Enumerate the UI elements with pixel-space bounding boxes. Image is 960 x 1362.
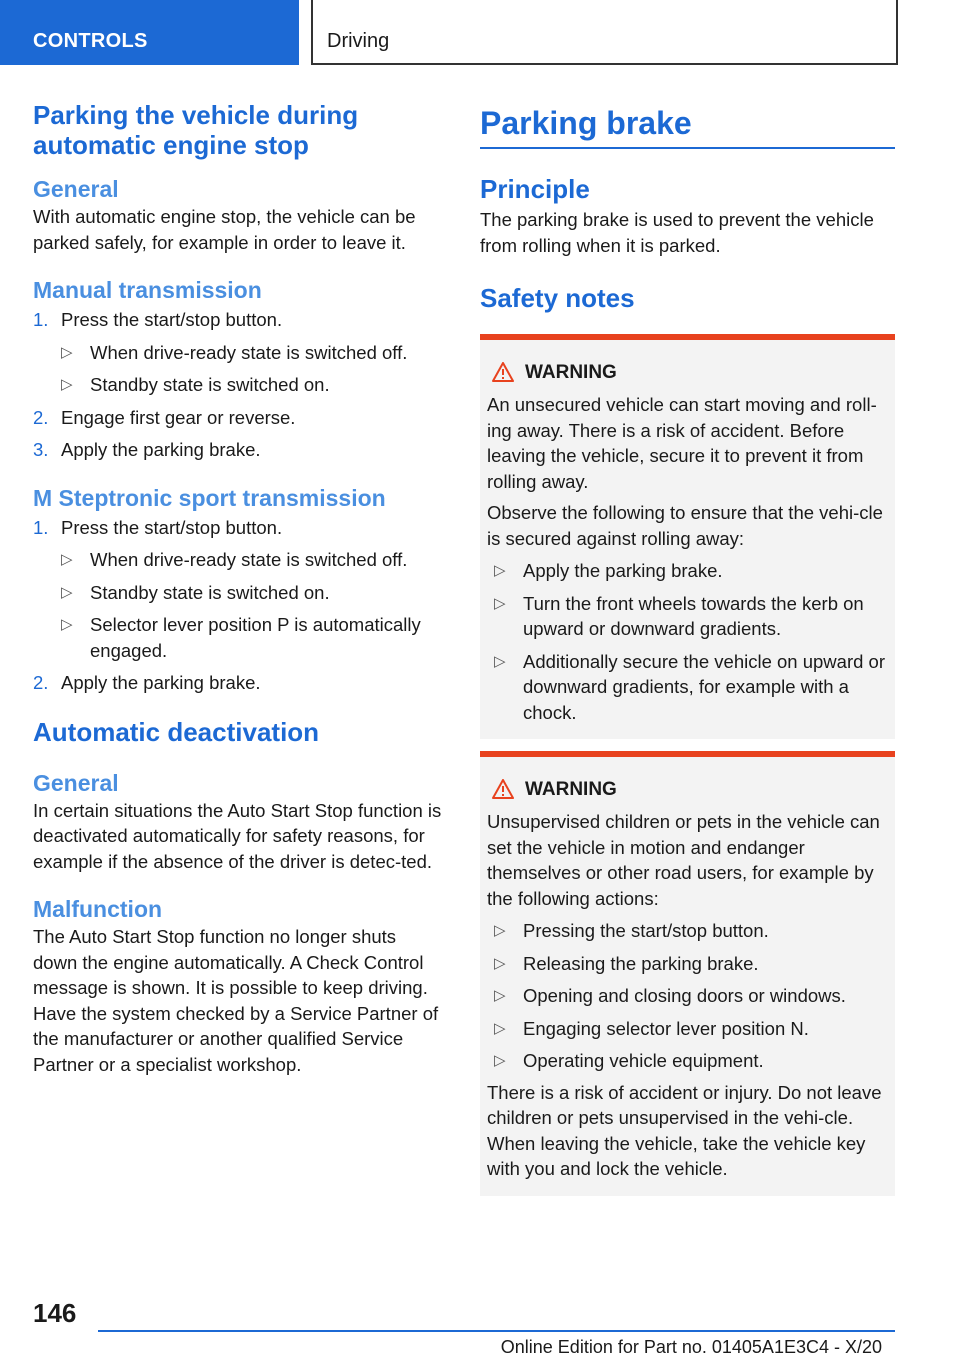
sub-list — [61, 547, 443, 663]
triangle-bullet-icon: ▷ — [494, 954, 506, 972]
page-number: 146 — [33, 1298, 77, 1328]
triangle-bullet-icon: ▷ — [494, 922, 506, 939]
triangle-bullet-icon: ▷ — [494, 1019, 506, 1037]
triangle-bullet-icon: ▷ — [61, 616, 73, 633]
auto-general-heading: General — [33, 769, 119, 796]
triangle-bullet-icon: ▷ — [494, 594, 506, 612]
warning-label: WARNING — [525, 779, 617, 800]
step-text: Press the start/stop button. — [61, 516, 283, 538]
parking-brake-title: Parking brake — [480, 105, 692, 141]
warning-title — [487, 777, 888, 803]
auto-deactivation-title: Automatic deactivation — [33, 716, 320, 747]
list-item — [33, 515, 443, 664]
list-item: ▷ Additionally secure the vehicle on upward or downward gradients, for example with a chock. — [494, 650, 885, 723]
title-rule — [480, 147, 895, 149]
general-text: With automatic engine stop, the vehicle can be parked safely, for example in order to leave it. — [33, 206, 416, 253]
warning-text: Unsupervised children or pets in the vehicle can set the vehicle in motion and endanger themselves or other road users, for example by the following actions: — [487, 811, 880, 909]
safety-notes-heading: Safety notes — [480, 283, 635, 313]
sub-list — [61, 340, 443, 398]
manual-heading: Manual transmission — [33, 277, 262, 303]
list-item: ▷ Releasing the parking brake. — [494, 951, 888, 977]
step-number: 2. — [33, 406, 49, 428]
warning-text: Observe the following to ensure that the vehi-cle is secured against rolling away: — [487, 502, 883, 549]
list-item: ▷ Apply the parking brake. — [494, 558, 888, 584]
warning-triangle-icon — [492, 779, 514, 799]
warning-box-unsecured — [480, 334, 895, 739]
chapter-tab — [311, 0, 898, 65]
section-tab — [0, 0, 299, 65]
step-number: 1. — [33, 516, 49, 538]
list-item: ▷ Standby state is switched on. — [61, 580, 443, 606]
list-item — [33, 405, 443, 431]
warning-box-children — [480, 751, 895, 1196]
list-item: ▷ Selector lever position P is automatically engaged. — [61, 614, 421, 661]
triangle-bullet-icon: ▷ — [494, 652, 506, 670]
list-item — [33, 670, 443, 696]
manual-steps — [33, 307, 443, 463]
list-item — [33, 307, 443, 398]
list-item: ▷ Standby state is switched on. — [61, 372, 443, 398]
step-number: 3. — [33, 439, 49, 460]
list-item: ▷ Opening and closing doors or windows. — [494, 983, 888, 1009]
list-item: ▷ Engaging selector lever position N. — [494, 1016, 888, 1042]
warning-list — [487, 558, 888, 725]
parking-during-stop-title: Parking the vehicle during automatic engine stop — [33, 100, 359, 160]
step-number: 2. — [33, 672, 49, 693]
warning-label: WARNING — [525, 362, 617, 383]
step-text: Engage first gear or reverse. — [61, 406, 296, 428]
warning-title — [487, 360, 888, 386]
footer-rule — [98, 1330, 895, 1332]
list-item — [33, 437, 443, 463]
triangle-bullet-icon: ▷ — [61, 583, 73, 601]
warning-triangle-icon — [492, 362, 514, 382]
right-column — [480, 100, 895, 1196]
steptronic-heading: M Steptronic sport transmission — [33, 484, 386, 511]
list-item: ▷ When drive-ready state is switched off. — [61, 547, 443, 573]
step-text: Apply the parking brake. — [61, 439, 261, 460]
section-label: CONTROLS — [33, 30, 148, 52]
warning-text: An unsecured vehicle can start moving and roll-ing away. There is a risk of accident. Before leaving the vehicle, secure it to prevent it from rolling away. — [487, 394, 877, 492]
triangle-bullet-icon: ▷ — [494, 1052, 506, 1069]
triangle-bullet-icon: ▷ — [494, 562, 506, 579]
list-item: ▷ Turn the front wheels towards the kerb on upward or downward gradients. — [494, 592, 864, 639]
list-item: ▷ When drive-ready state is switched off. — [61, 340, 443, 366]
general-heading: General — [33, 176, 119, 202]
warning-text: There is a risk of accident or injury. Do not leave children or pets unsupervised in the vehi-cle. When leaving the vehicle, take the vehicle key with you and lock the vehicle. — [487, 1081, 882, 1179]
step-number: 1. — [33, 309, 49, 330]
steptronic-steps — [33, 515, 443, 696]
triangle-bullet-icon: ▷ — [61, 551, 73, 568]
triangle-bullet-icon: ▷ — [494, 987, 506, 1004]
left-column — [33, 100, 443, 1077]
chapter-label: Driving — [327, 30, 390, 52]
malfunction-heading: Malfunction — [33, 896, 163, 922]
auto-general-text: In certain situations the Auto Start Stop function is deactivated automatically for safety reasons, for example if the absence of the driver is detec-ted. — [33, 799, 442, 872]
step-text: Apply the parking brake. — [61, 672, 261, 693]
list-item: ▷ Operating vehicle equipment. — [494, 1048, 888, 1074]
malfunction-text: The Auto Start Stop function no longer shuts down the engine automatically. A Check Control message is shown. It is possible to keep driving. Have the system checked by a Service Partner of the manufacturer or another qualified Service Partner or a specialist workshop. — [33, 926, 439, 1075]
edition-text: Online Edition for Part no. 01405A1E3C4 - X/20 — [500, 1337, 882, 1357]
warning-list — [487, 918, 888, 1074]
step-text: Press the start/stop button. — [61, 309, 283, 330]
triangle-bullet-icon: ▷ — [61, 376, 73, 393]
principle-text: The parking brake is used to prevent the vehicle from rolling when it is parked. — [480, 209, 874, 256]
list-item: ▷ Pressing the start/stop button. — [494, 918, 888, 944]
principle-heading: Principle — [480, 174, 590, 204]
triangle-bullet-icon: ▷ — [61, 343, 73, 361]
